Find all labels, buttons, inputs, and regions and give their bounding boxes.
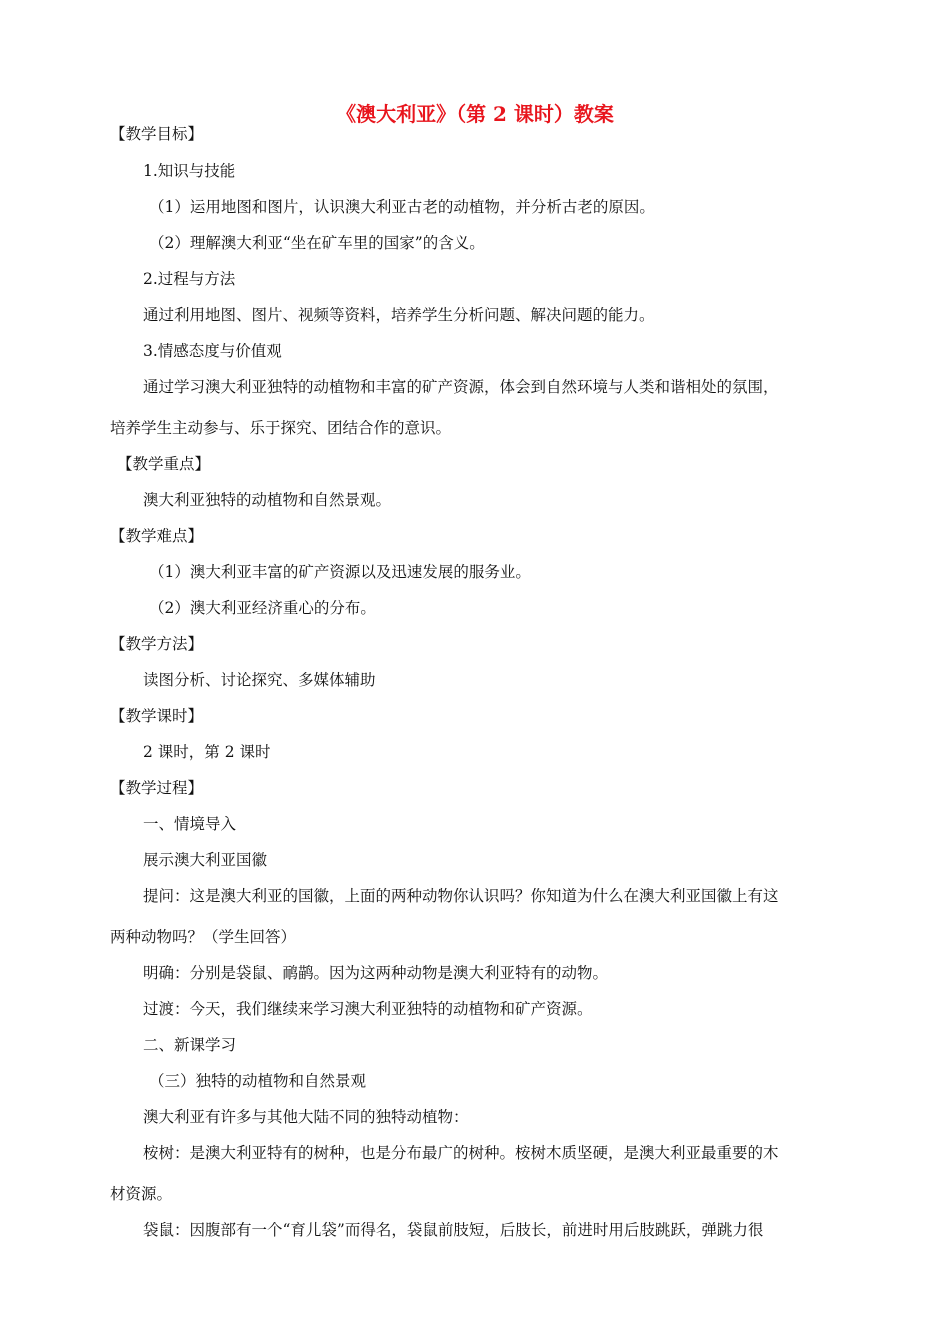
paragraph-line: 袋鼠：因腹部有一个“育儿袋”而得名，袋鼠前肢短，后肢长，前进时用后肢跳跃，弹跳力很: [143, 1221, 764, 1239]
section-heading-class-hours: 【教学课时】: [110, 707, 204, 725]
section-heading-difficulties: 【教学难点】: [110, 527, 204, 545]
paragraph-line: （2）澳大利亚经济重心的分布。: [149, 599, 376, 617]
paragraph-line: 2 课时，第 2 课时: [143, 743, 271, 761]
paragraph-line: （1）运用地图和图片，认识澳大利亚古老的动植物，并分析古老的原因。: [149, 198, 655, 216]
paragraph-line: 两种动物吗？（学生回答）: [110, 928, 297, 946]
paragraph-line: 明确：分别是袋鼠、鸸鹋。因为这两种动物是澳大利亚特有的动物。: [143, 964, 609, 982]
paragraph-line: （2）理解澳大利亚“坐在矿车里的国家”的含义。: [149, 234, 485, 252]
document-title: 《澳大利亚》（第 2 课时）教案: [336, 102, 614, 126]
subheading-emotion-values: 3.情感态度与价值观: [143, 342, 282, 360]
subheading-introduction: 一、情境导入: [143, 815, 237, 833]
subheading-process-methods: 2.过程与方法: [143, 270, 236, 288]
section-heading-objectives: 【教学目标】: [110, 125, 204, 143]
paragraph-line: 材资源。: [110, 1185, 173, 1203]
section-heading-key-points: 【教学重点】: [117, 455, 211, 473]
subheading-knowledge-skills: 1.知识与技能: [143, 162, 236, 180]
subheading-unique-flora-fauna: （三）独特的动植物和自然景观: [149, 1072, 367, 1090]
paragraph-line: 通过学习澳大利亚独特的动植物和丰富的矿产资源，体会到自然环境与人类和谐相处的氛围，: [143, 378, 779, 396]
paragraph-line: 澳大利亚有许多与其他大陆不同的独特动植物：: [143, 1108, 469, 1126]
paragraph-line: 提问：这是澳大利亚的国徽，上面的两种动物你认识吗？你知道为什么在澳大利亚国徽上有这: [143, 887, 779, 905]
paragraph-line: 读图分析、讨论探究、多媒体辅助: [143, 671, 376, 689]
paragraph-line: 培养学生主动参与、乐于探究、团结合作的意识。: [110, 419, 452, 437]
paragraph-line: 过渡：今天，我们继续来学习澳大利亚独特的动植物和矿产资源。: [143, 1000, 593, 1018]
subheading-new-lesson: 二、新课学习: [143, 1036, 237, 1054]
paragraph-line: 澳大利亚独特的动植物和自然景观。: [143, 491, 392, 509]
section-heading-process: 【教学过程】: [110, 779, 204, 797]
paragraph-line: 通过利用地图、图片、视频等资料，培养学生分析问题、解决问题的能力。: [143, 306, 655, 324]
paragraph-line: 桉树：是澳大利亚特有的树种，也是分布最广的树种。桉树木质坚硬，是澳大利亚最重要的木: [143, 1144, 779, 1162]
section-heading-methods: 【教学方法】: [110, 635, 204, 653]
paragraph-line: 展示澳大利亚国徽: [143, 851, 268, 869]
paragraph-line: （1）澳大利亚丰富的矿产资源以及迅速发展的服务业。: [149, 563, 531, 581]
